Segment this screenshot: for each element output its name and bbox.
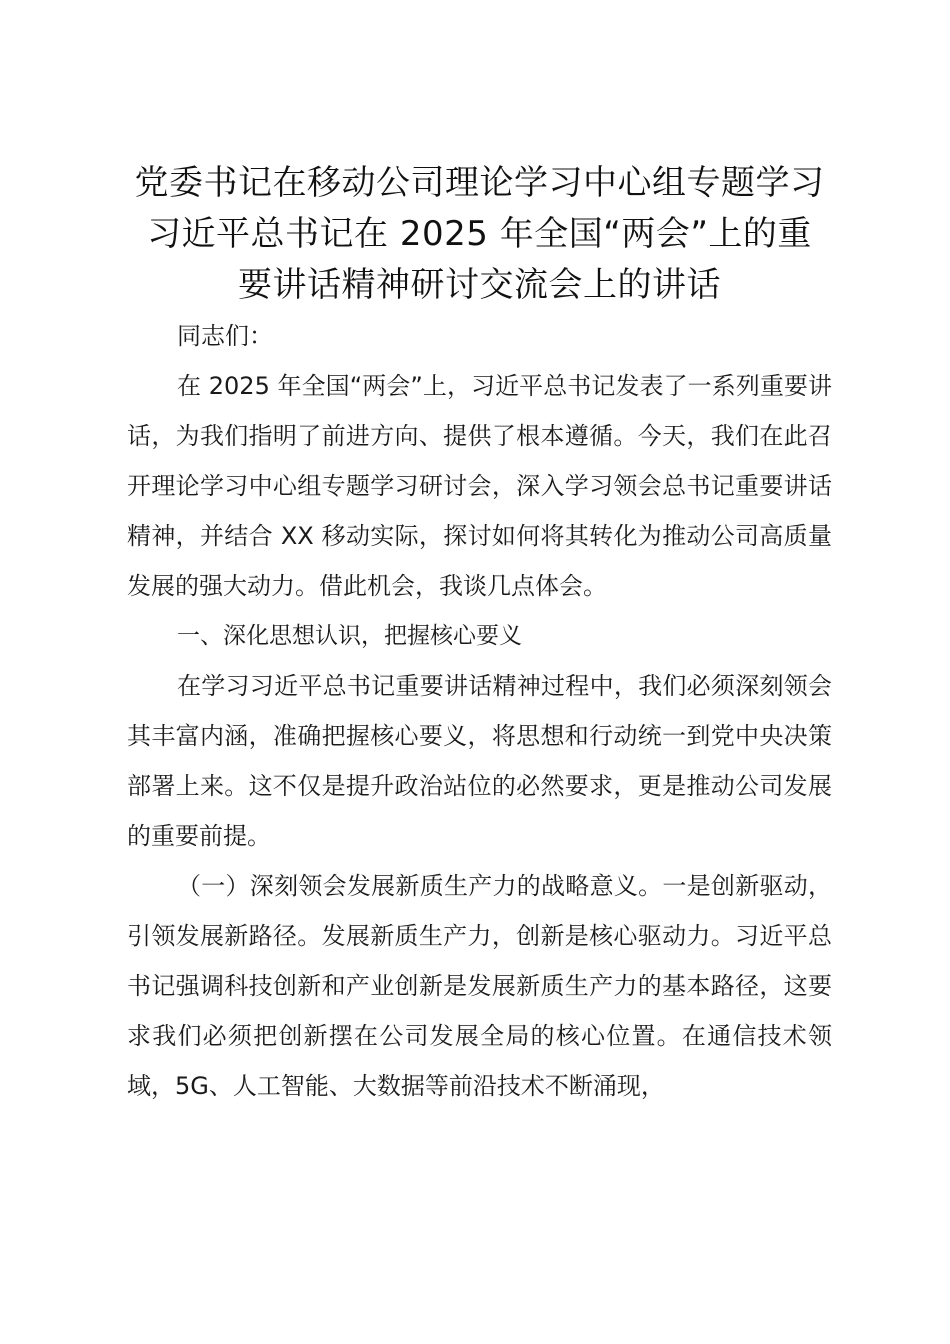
title-line-2: 习近平总书记在 2025 年全国“两会”上的重 bbox=[147, 214, 812, 254]
document-title bbox=[127, 158, 832, 311]
title-line-1: 党委书记在移动公司理论学习中心组专题学习 bbox=[134, 163, 825, 203]
subsection-paragraph: （一）深刻领会发展新质生产力的战略意义。一是创新驱动，引领发展新路径。发展新质生产力，创新是核心驱动力。习近平总书记强调科技创新和产业创新是发展新质生产力的基本路径，这要求我们必须把创新摆在公司发展全局的核心位置。在通信技术领域，5G、人工智能、大数据等前沿技术不断涌现， bbox=[127, 872, 832, 1100]
section-paragraph: 在学习习近平总书记重要讲话精神过程中，我们必须深刻领会其丰富内涵，准确把握核心要义，将思想和行动统一到党中央决策部署上来。这不仅是提升政治站位的必然要求，更是推动公司发展的重要前提。 bbox=[127, 672, 832, 850]
document-body bbox=[127, 158, 832, 1111]
intro-paragraph: 在 2025 年全国“两会”上，习近平总书记发表了一系列重要讲话，为我们指明了前进方向、提供了根本遵循。今天，我们在此召开理论学习中心组专题学习研讨会，深入学习领会总书记重要讲话精神，并结合 XX 移动实际，探讨如何将其转化为推动公司高质量发展的强大动力。借此机会，我谈几点体会。 bbox=[127, 372, 832, 600]
salutation: 同志们： bbox=[177, 322, 273, 350]
section-heading: 一、深化思想认识，把握核心要义 bbox=[177, 623, 522, 649]
title-line-3: 要讲话精神研讨交流会上的讲话 bbox=[238, 265, 721, 305]
